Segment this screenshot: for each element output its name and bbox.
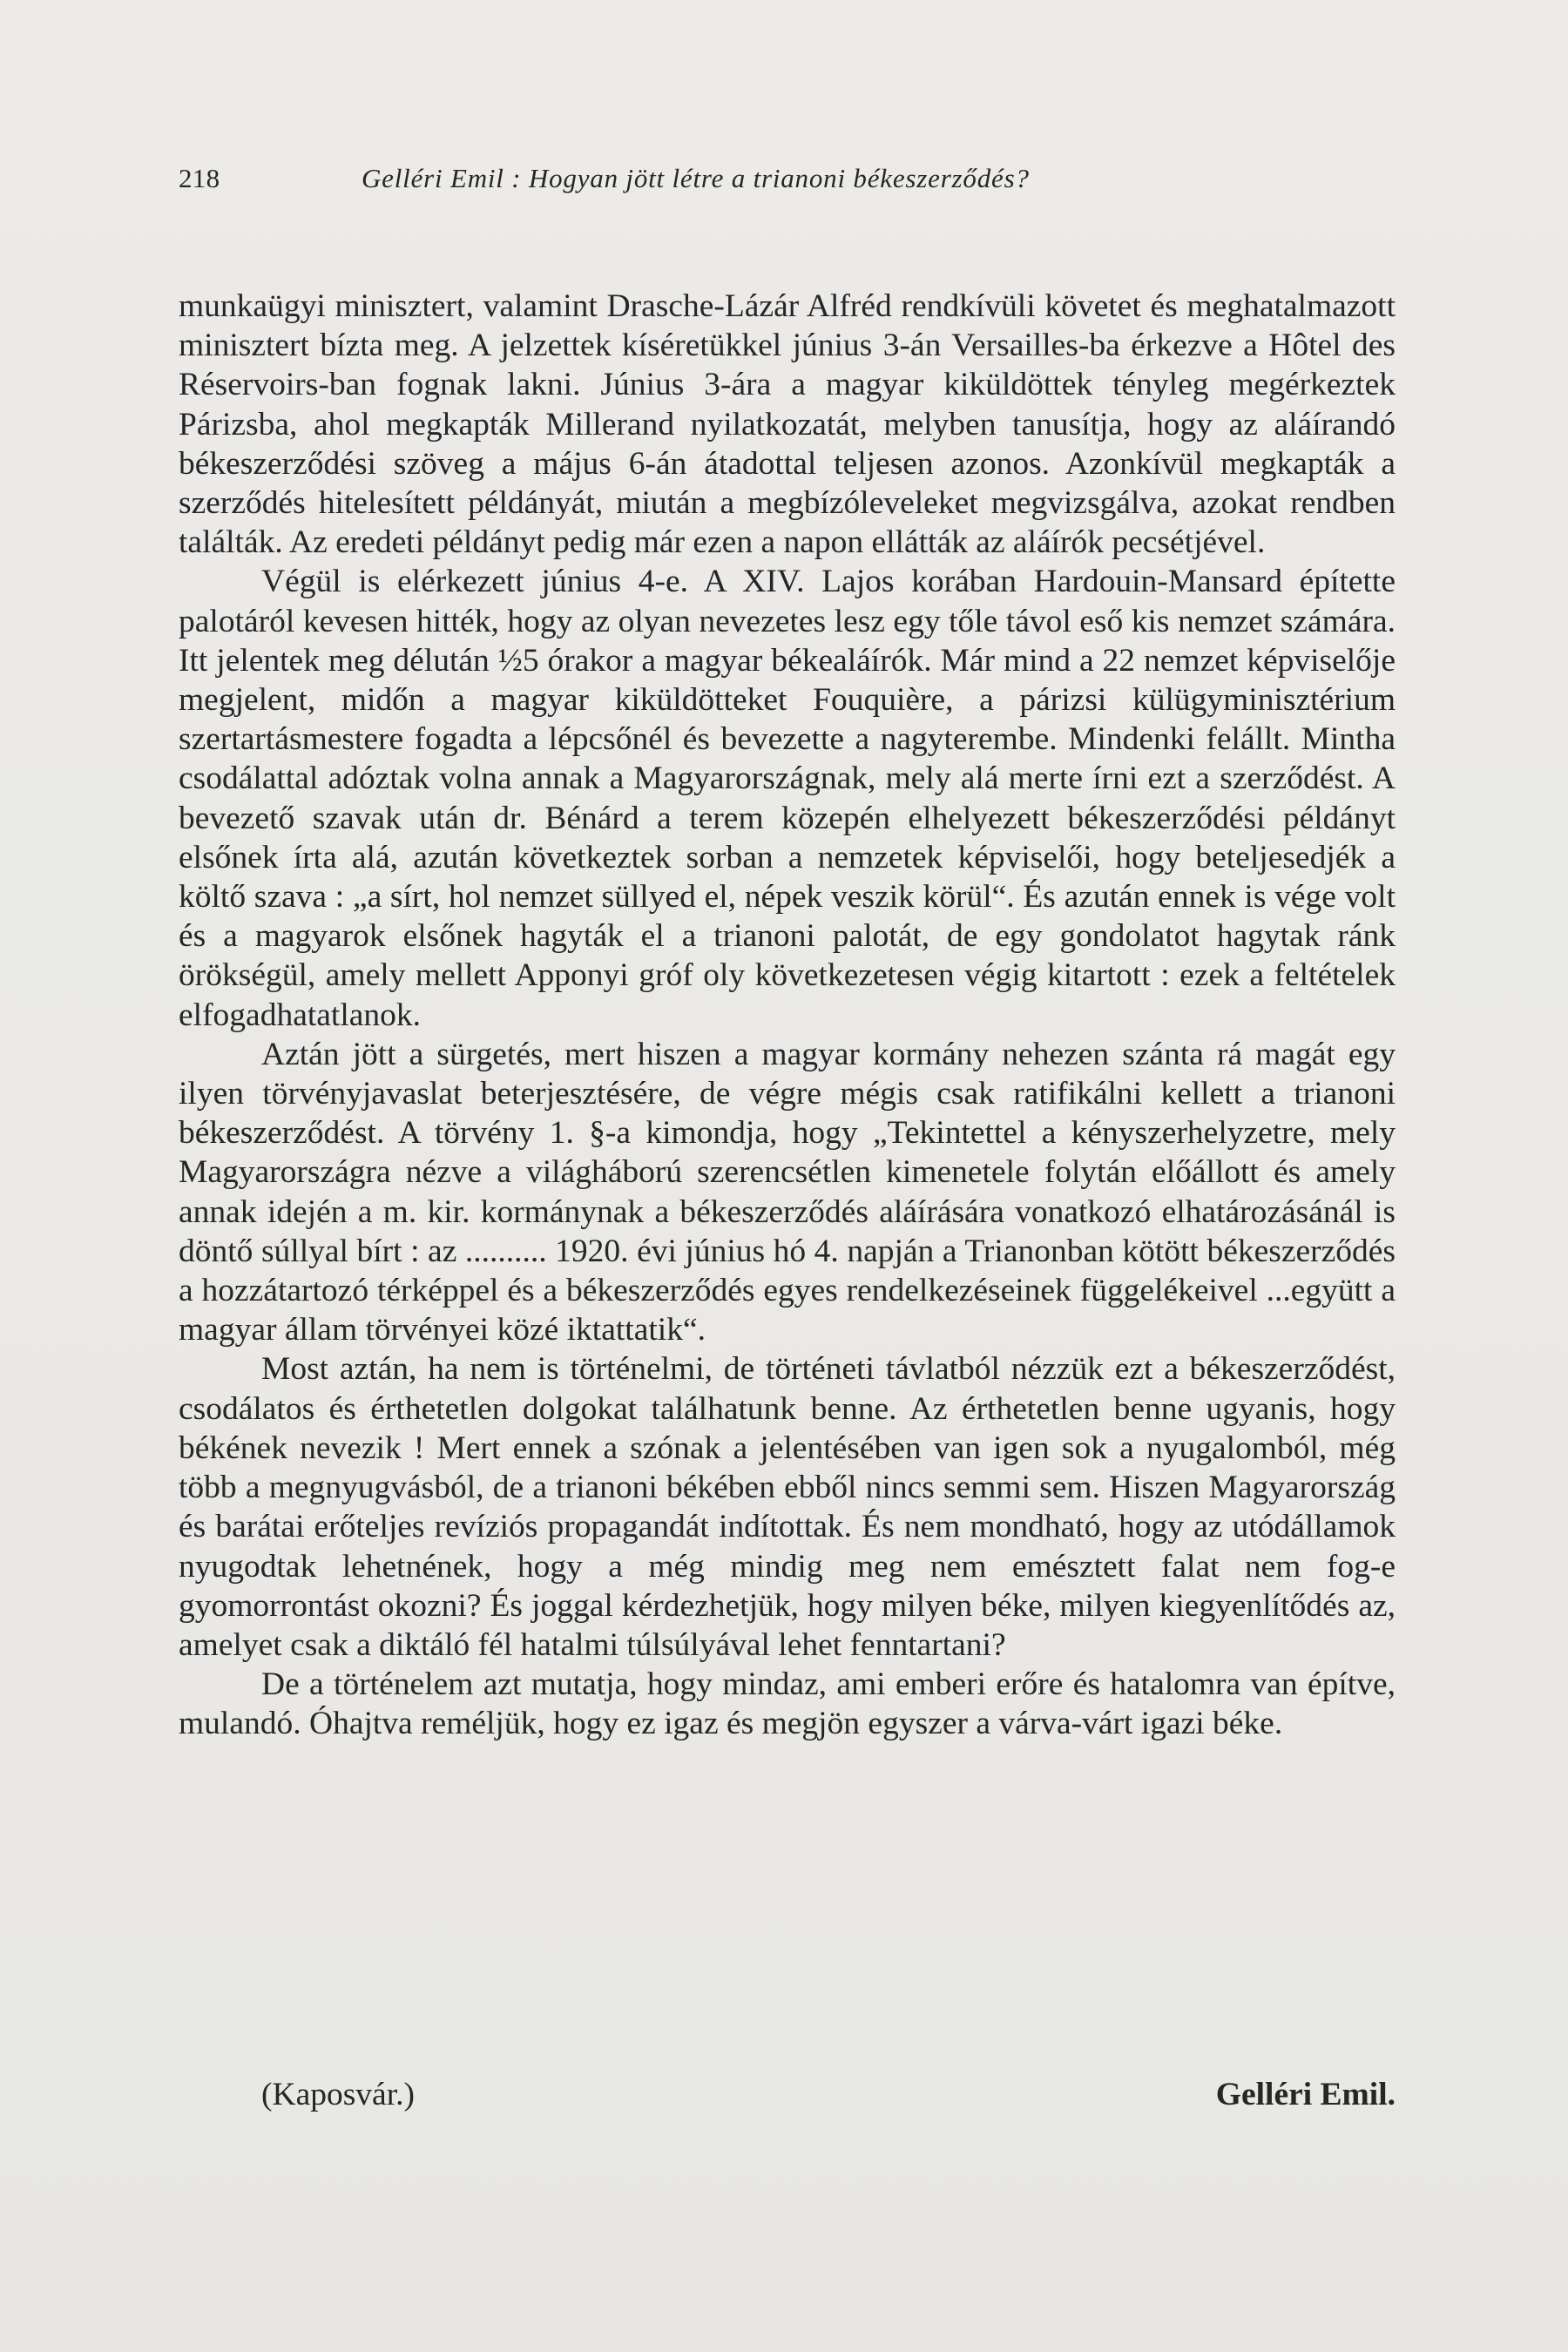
- running-header: [179, 157, 1398, 200]
- place-of-writing: (Kaposvár.): [261, 2077, 415, 2112]
- paragraph-5: De a történelem azt mutatja, hogy mindaz, ami emberi erőre és hatalomra van építve, mulandó. Óhajtva reméljük, hogy ez igaz és megjön egyszer a várva-várt igazi béke.: [179, 1666, 1396, 1742]
- author-signature: Gelléri Emil.: [1215, 2077, 1396, 2112]
- page-number: 218: [179, 163, 220, 193]
- paragraph-4: Most aztán, ha nem is történelmi, de történeti távlatból nézzük ezt a békeszerződést, csodálatos és érthetetlen dolgokat találhatunk benne. Az érthetetlen benne ugyanis, hogy békének nevezik ! Mert ennek a szónak a jelentésében van igen sok a nyugalomból, még több a megnyugvásból, de a trianoni békében ebből nincs semmi sem. Hiszen Magyarország és barátai erőteljes revíziós propagandát indítottak. És nem mondható, hogy az utódállamok nyugodtak lehetnének, hogy a még mindig meg nem emésztett falat nem fog-e gyomorrontást okozni? És joggal kérdezhetjük, hogy milyen béke, milyen kiegyenlítődés az, amelyet csak a diktáló fél hatalmi túlsúlyával lehet fenntartani?: [179, 1351, 1396, 1663]
- running-title: Gelléri Emil : Hogyan jött létre a trianoni békeszerződés?: [362, 163, 1030, 193]
- paragraph-1: munkaügyi minisztert, valamint Drasche-Lázár Alfréd rendkívüli követet és meghatalmazott minisztert bízta meg. A jelzettek kíséretükkel június 3-án Versailles-ba érkezve a Hôtel des Réservoirs-ban fognak lakni. Június 3-ára a magyar kiküldöttek tényleg megérkeztek Párizsba, ahol megkapták Millerand nyilatkozatát, melyben tanusítja, hogy az aláírandó békeszerződési szöveg a május 6-án átadottal teljesen azonos. Azonkívül megkapták a szerződés hitelesített példányát, miután a megbízóleveleket megvizsgálva, azokat rendben találták. Az eredeti példányt pedig már ezen a napon ellátták az aláírók pecsétjével.: [179, 288, 1396, 561]
- paragraph-2: Végül is elérkezett június 4-e. A XIV. Lajos korában Hardouin-Mansard építette palotáról kevesen hitték, hogy az olyan nevezetes lesz egy tőle távol eső kis nemzet számára. Itt jelentek meg délután ½5 órakor a magyar békealáírók. Már mind a 22 nemzet képviselője megjelent, midőn a magyar kiküldötteket Fouquière, a párizsi külügyminisztérium szertartásmestere fogadta a lépcsőnél és bevezette a nagyterembe. Mindenki felállt. Mintha csodálattal adóztak volna annak a Magyarországnak, mely alá merte írni ezt a szerződést. A bevezető szavak után dr. Bénárd a terem közepén elhelyezett békeszerződési példányt elsőnek írta alá, azután következtek sorban a nemzetek képviselői, hogy beteljesedjék a költő szava : „a sírt, hol nemzet süllyed el, népek veszik körül“. És azután ennek is vége volt és a magyarok elsőnek hagyták el a trianoni palotát, de egy gondolatot hagytak ránk örökségül, amely mellett Apponyi gróf oly következetesen végig kitartott : ezek a feltételek elfogadhatatlanok.: [179, 564, 1396, 1033]
- article-body: [179, 287, 1396, 1744]
- paragraph-3: Aztán jött a sürgetés, mert hiszen a magyar kormány nehezen szánta rá magát egy ilyen törvényjavaslat beterjesztésére, de végre mégis csak ratifikálni kellett a trianoni békeszerződést. A törvény 1. §-a kimondja, hogy „Tekintettel a kényszerhelyzetre, mely Magyarországra nézve a világháború szerencsétlen kimenetele folytán előállott és amely annak idején a m. kir. kormánynak a békeszerződés aláírására vonatkozó elhatározásánál is döntő súllyal bírt : az .......... 1920. évi június hó 4. napján a Trianonban kötött békeszerződés a hozzátartozó térképpel és a békeszerződés egyes rendelkezéseinek függelékeivel ...együtt a magyar állam törvényei közé iktattatik“.: [179, 1036, 1396, 1348]
- signature-line: [261, 2073, 1396, 2117]
